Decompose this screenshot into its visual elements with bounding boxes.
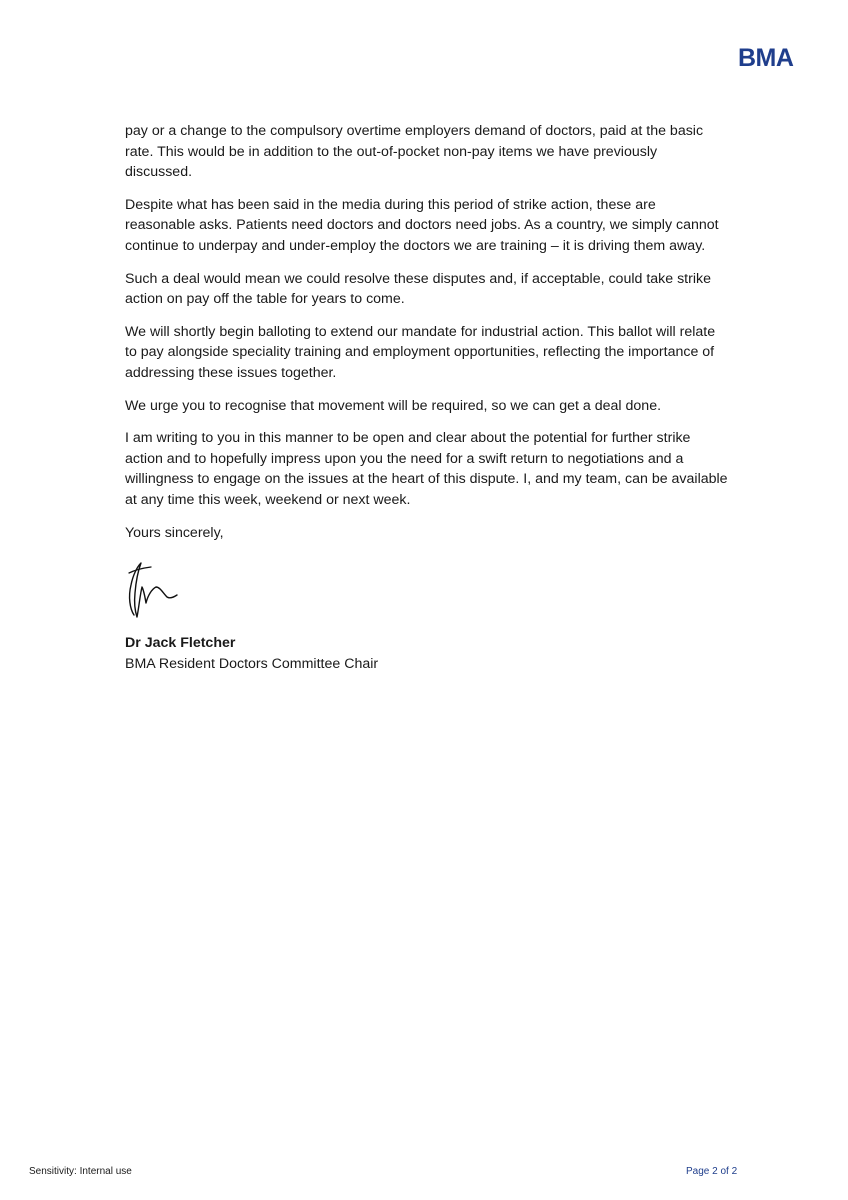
handwritten-signature (125, 557, 205, 627)
letter-paragraph: We will shortly begin balloting to extend our mandate for industrial action. This ballot will relate to pay alongside speciality training and employment opportunities, reflecting the importance of addressing these issues together. (125, 323, 716, 381)
letter-paragraph: I am writing to you in this manner to be open and clear about the potential for further strike action and to hopefully impress upon you the need for a swift return to negotiations and a willingness to engage on the issues at the heart of this dispute. I, and my team, can be available at any time this week, weekend or next week. (125, 430, 728, 508)
bma-logo: BMA (738, 44, 794, 72)
letter-paragraph: We urge you to recognise that movement will be required, so we can get a deal done. (125, 397, 662, 414)
letter-paragraph: Such a deal would mean we could resolve these disputes and, if acceptable, could take strike action on pay off the table for years to come. (125, 270, 711, 308)
signatory-name: Dr Jack Fletcher (125, 635, 236, 652)
letter-paragraph: pay or a change to the compulsory overtime employers demand of doctors, paid at the basic rate. This would be in addition to the out-of-pocket non-pay items we have previously discussed. (125, 123, 704, 181)
letter-closing: Yours sincerely, (125, 524, 224, 541)
letter-paragraph: Despite what has been said in the media during this period of strike action, these are reasonable asks. Patients need doctors and doctors need jobs. As a country, we simply cannot continue to underpay and under-employ the doctors we are training – it is driving them away. (125, 196, 719, 254)
letter-body (125, 121, 735, 674)
signatory-role: BMA Resident Doctors Committee Chair (125, 655, 379, 672)
page-number: Page 2 of 2 (686, 1166, 738, 1177)
sensitivity-label: Sensitivity: Internal use (29, 1166, 132, 1177)
